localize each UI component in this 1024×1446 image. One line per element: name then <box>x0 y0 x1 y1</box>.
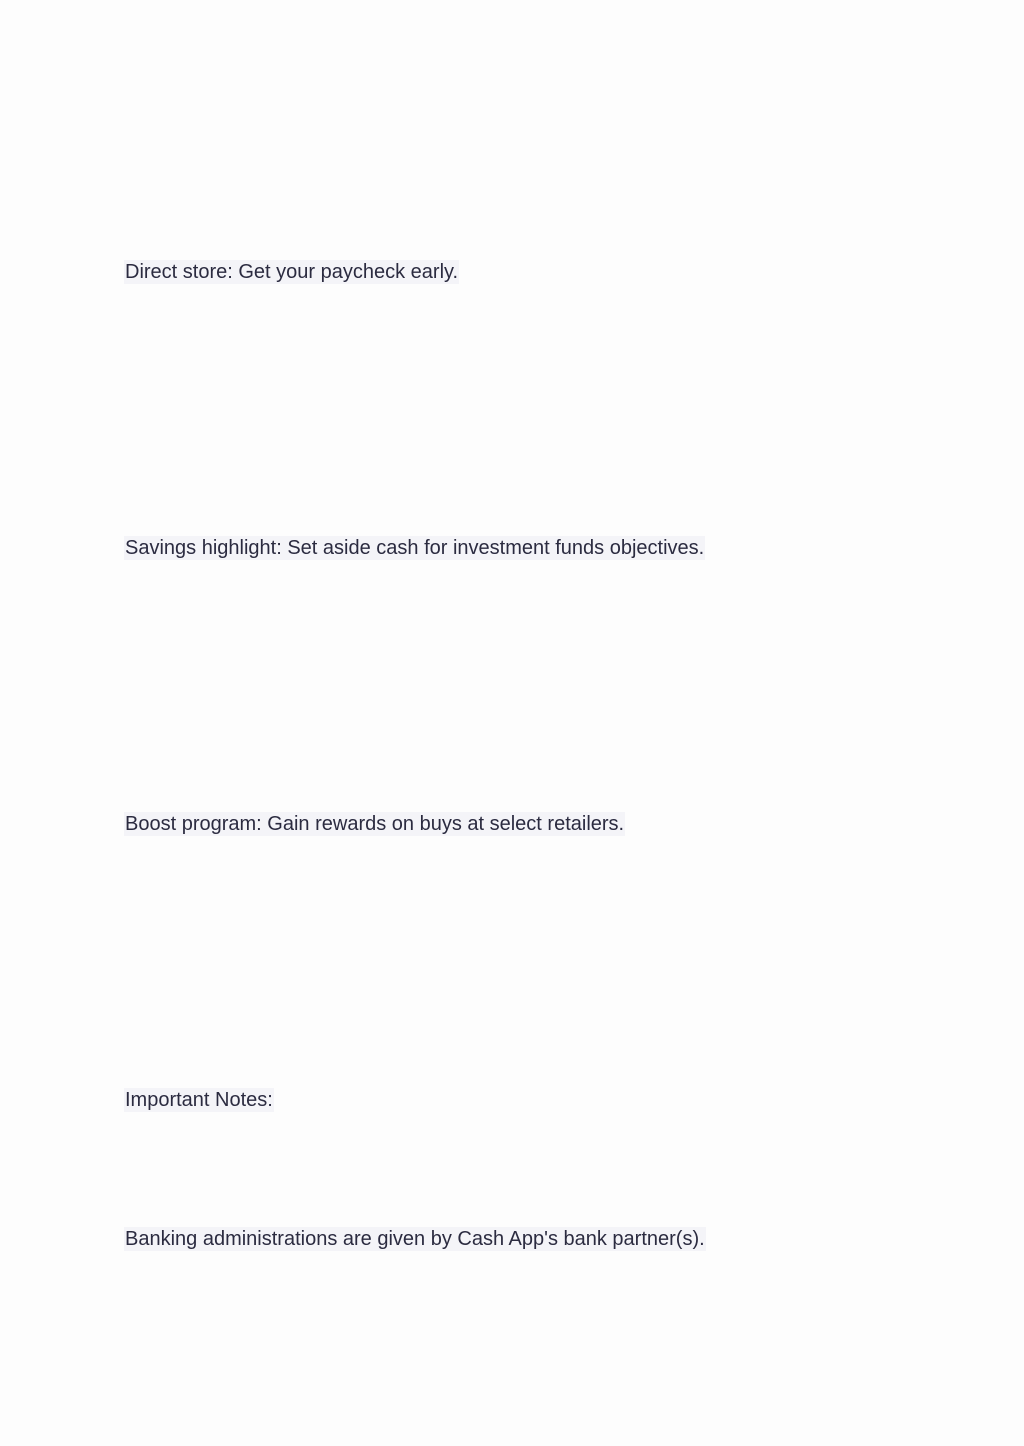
paragraph-boost-program: Boost program: Gain rewards on buys at select retailers. <box>125 813 625 835</box>
paragraph-direct-deposit: Direct store: Get your paycheck early. <box>125 261 459 283</box>
paragraph-savings: Savings highlight: Set aside cash for investment funds objectives. <box>125 537 705 559</box>
heading-important-notes: Important Notes: <box>125 1089 273 1111</box>
paragraph-banking-partners: Banking administrations are given by Cash App's bank partner(s). <box>125 1228 705 1250</box>
